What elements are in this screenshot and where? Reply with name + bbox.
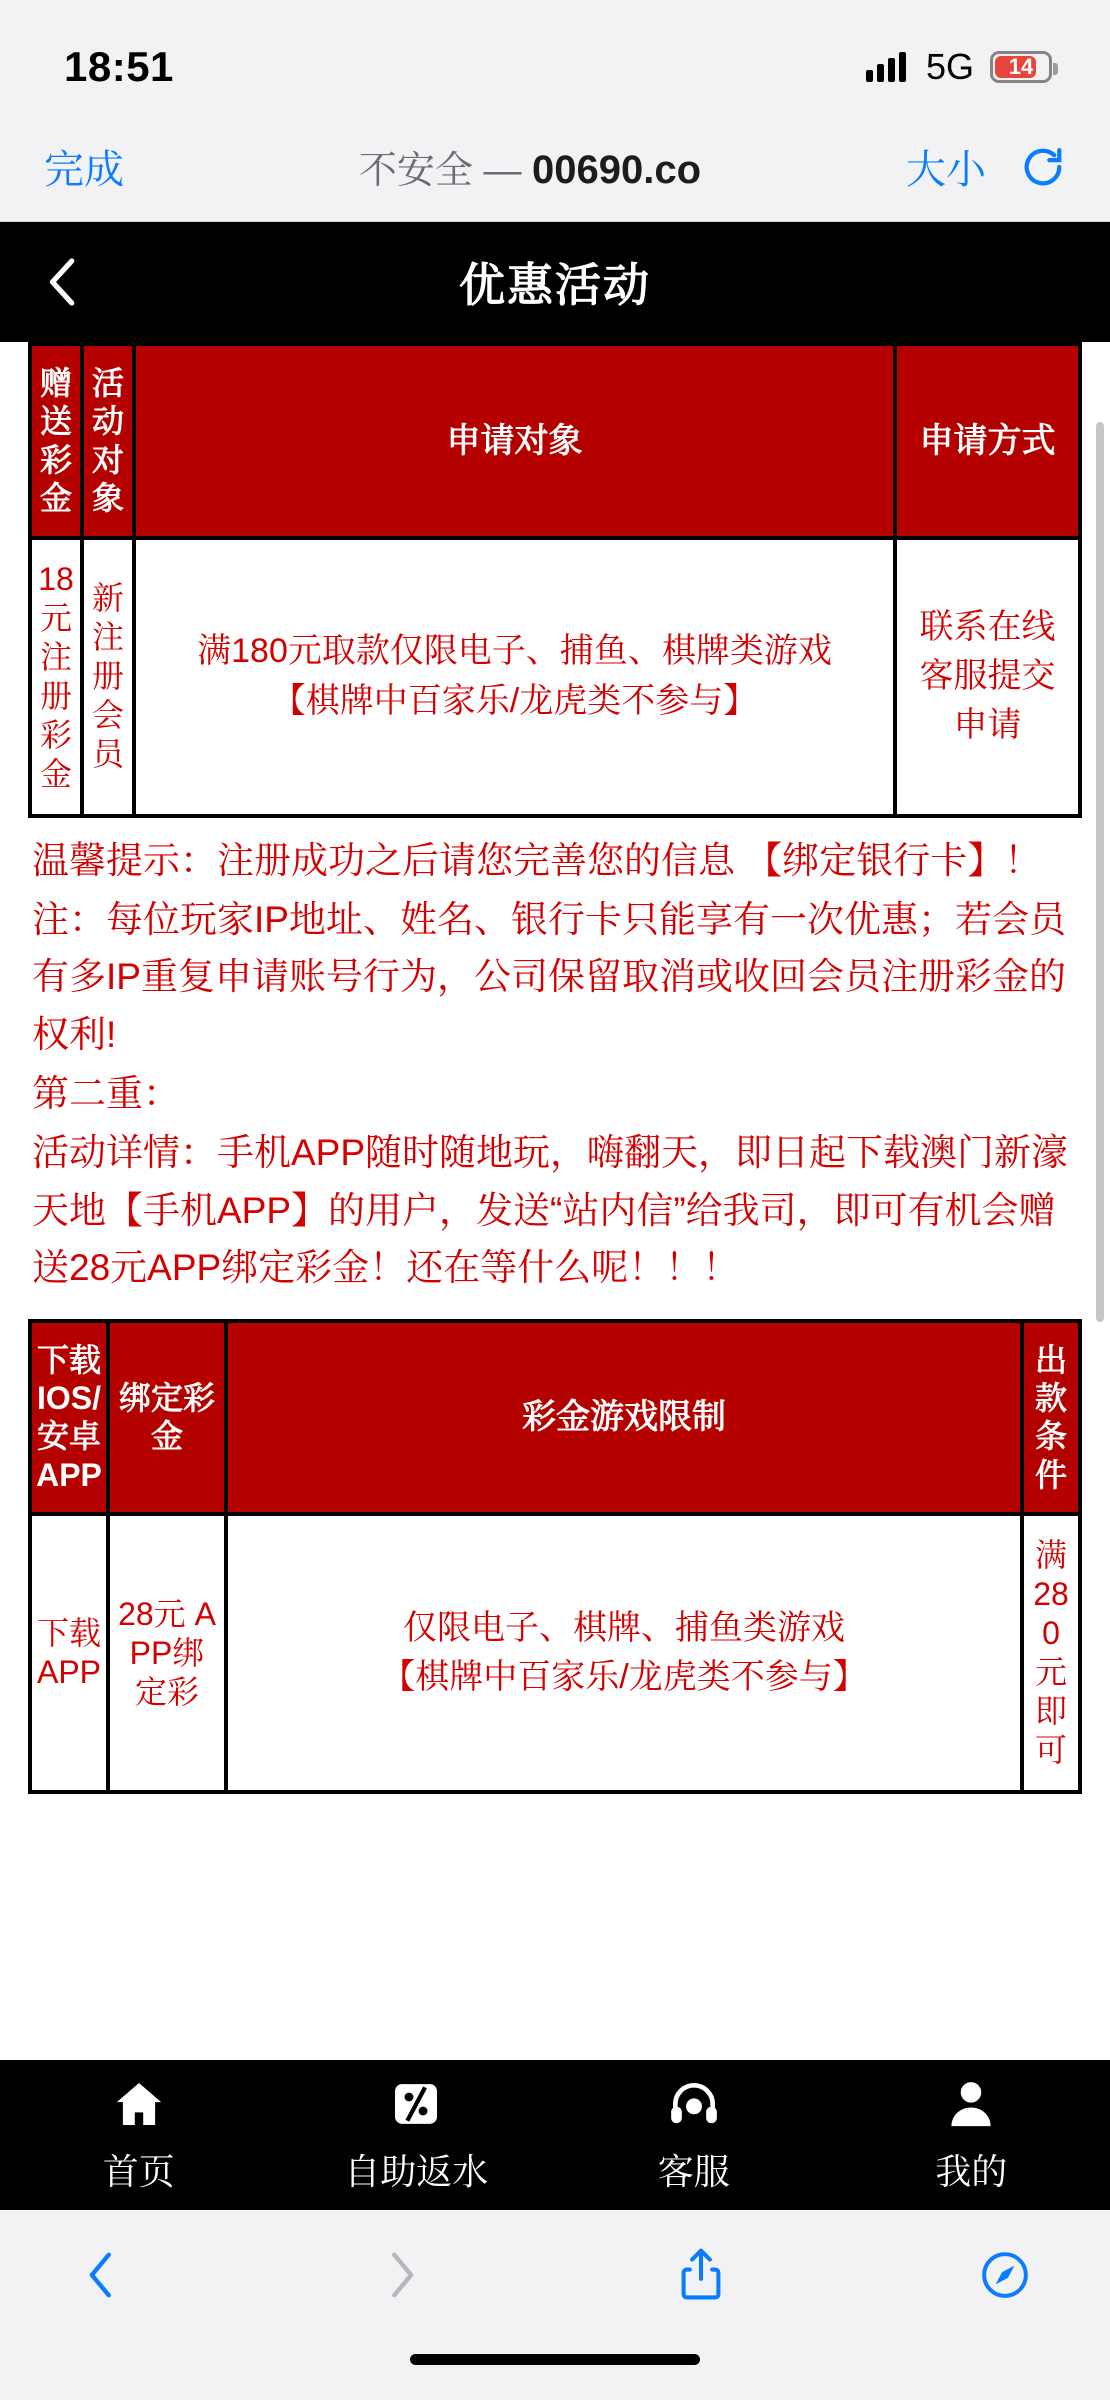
table-header-row <box>30 1321 1080 1515</box>
home-indicator[interactable] <box>410 2354 700 2365</box>
signal-bars-icon <box>866 52 906 82</box>
compass-icon[interactable] <box>980 2250 1030 2300</box>
td-withdraw-condition: 满280元即可 <box>1022 1514 1080 1792</box>
share-icon[interactable] <box>677 2246 725 2304</box>
tab-home-label: 首页 <box>102 2150 175 2192</box>
ios-status-bar <box>0 0 1110 112</box>
th-apply-target: 申请对象 <box>134 344 895 538</box>
chevron-left-icon[interactable] <box>80 2248 124 2302</box>
rebate-percent-icon <box>387 2076 445 2132</box>
home-icon <box>109 2076 169 2132</box>
tab-support-label: 客服 <box>657 2150 730 2192</box>
battery-percent-label: 14 <box>1008 54 1034 79</box>
th-download: 下载IOS/安卓APP <box>30 1321 108 1515</box>
td-apply-target <box>134 538 895 816</box>
th-target: 活动对象 <box>82 344 134 538</box>
note-line-3: 第二重： <box>32 1073 180 1115</box>
tab-support[interactable] <box>555 2076 833 2195</box>
apply-target-line1: 满180元取款仅限电子、捕鱼、棋牌类游戏 <box>197 632 832 671</box>
app-tab-bar <box>0 2060 1110 2210</box>
status-time: 18:51 <box>64 43 174 90</box>
td-target: 新注册会员 <box>82 538 134 816</box>
td-bonus: 18元注册彩金 <box>30 538 82 816</box>
vertical-scrollbar[interactable] <box>1096 422 1104 1322</box>
battery-icon <box>990 51 1052 83</box>
tab-home[interactable] <box>0 2076 278 2195</box>
apply-target-line2: 【棋牌中百家乐/龙虎类不参与】 <box>271 681 758 720</box>
page-header <box>0 222 1110 342</box>
td-bind-bonus: 28元 APP绑定彩 <box>108 1514 226 1792</box>
th-withdraw-condition: 出款条件 <box>1022 1321 1080 1515</box>
table-row <box>30 1514 1080 1792</box>
url-security-label: 不安全 — <box>358 150 533 192</box>
page-title: 优惠活动 <box>459 259 651 311</box>
status-indicators <box>866 46 1052 88</box>
th-bonus: 赠送彩金 <box>30 344 82 538</box>
td-apply-method: 联系在线客服提交申请 <box>895 538 1080 816</box>
safari-url-bar <box>0 112 1110 222</box>
tab-rebate[interactable] <box>278 2076 556 2195</box>
note-line-4: 活动详情：手机APP随时随地玩，嗨翻天，即日起下载澳门新濠天地【手机APP】的用户，发送“站内信”给我司，即可有机会赠送28元APP绑定彩金！还在等什么呢！！！ <box>32 1132 1069 1289</box>
td-game-limit <box>226 1514 1022 1792</box>
promo-table-top <box>28 342 1082 818</box>
headset-support-icon <box>665 2076 723 2132</box>
tab-profile-label: 我的 <box>935 2150 1008 2192</box>
note-line-2: 注：每位玩家IP地址、姓名、银行卡只能享有一次优惠；若会员有多IP重复申请账号行为，公司保留取消或收回会员注册彩金的权利! <box>32 899 1066 1055</box>
back-chevron-icon[interactable] <box>40 254 110 310</box>
tab-profile[interactable] <box>833 2076 1110 2195</box>
promo-notes <box>28 818 1082 1309</box>
table-header-row <box>30 344 1080 538</box>
chevron-right-icon <box>379 2248 423 2302</box>
game-limit-line2: 【棋牌中百家乐/龙虎类不参与】 <box>381 1658 867 1697</box>
promo-table-bottom <box>28 1319 1082 1795</box>
network-type-label: 5G <box>925 46 974 87</box>
game-limit-line1: 仅限电子、棋牌、捕鱼类游戏 <box>403 1608 845 1647</box>
note-line-1: 温馨提示：注册成功之后请您完善您的信息 【绑定银行卡】！ <box>32 839 1042 881</box>
text-size-button[interactable]: 大小 <box>906 148 986 192</box>
web-content-area[interactable] <box>0 342 1110 2060</box>
url-display[interactable] <box>194 139 866 194</box>
th-apply-method: 申请方式 <box>895 344 1080 538</box>
person-icon <box>942 2076 1000 2132</box>
th-bind-bonus: 绑定彩金 <box>108 1321 226 1515</box>
tab-rebate-label: 自助返水 <box>344 2150 489 2192</box>
table-row <box>30 538 1080 816</box>
th-game-limit: 彩金游戏限制 <box>226 1321 1022 1515</box>
done-button[interactable]: 完成 <box>44 148 124 192</box>
td-download: 下载APP <box>30 1514 108 1792</box>
url-domain-label: 00690.co <box>532 148 702 192</box>
reload-icon[interactable] <box>1020 144 1066 190</box>
home-indicator-area <box>0 2340 1110 2400</box>
safari-bottom-toolbar <box>0 2210 1110 2340</box>
